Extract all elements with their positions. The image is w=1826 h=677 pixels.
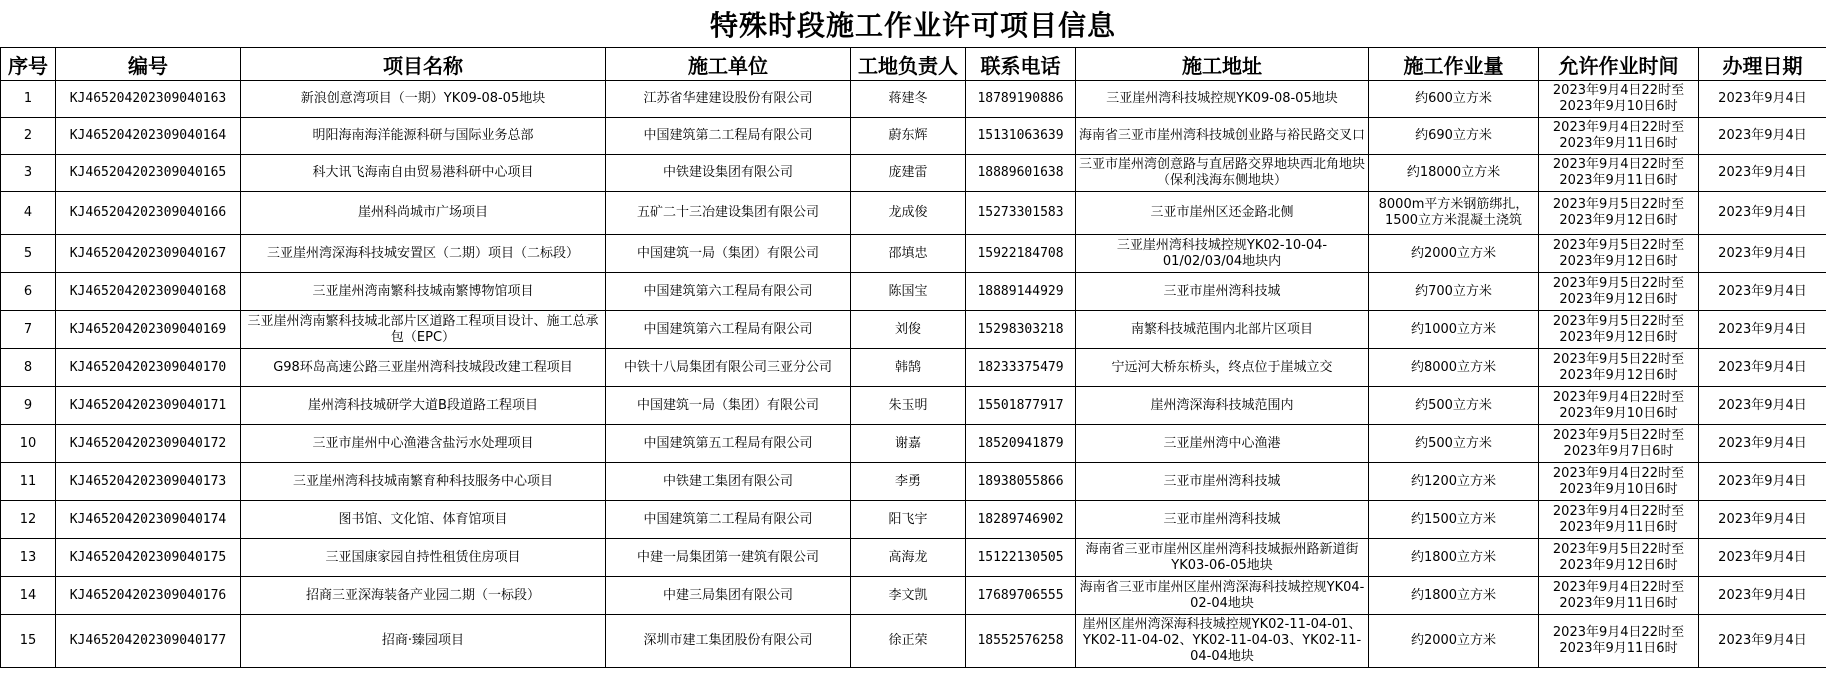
sheet-title: 特殊时段施工作业许可项目信息 — [709, 8, 1116, 42]
cell-time[interactable] — [1539, 192, 1699, 235]
cell-time-start: 2023年9月5日22时至 — [1552, 237, 1685, 253]
cell-addr[interactable]: 三亚市崖州湾科技城 — [1076, 273, 1369, 311]
cell-volume[interactable]: 约2000立方米 — [1369, 615, 1539, 668]
cell-time-end: 2023年9月12日6时 — [1559, 291, 1678, 307]
cell-code[interactable]: KJ465204202309040170 — [56, 349, 241, 387]
cell-time[interactable] — [1539, 387, 1699, 425]
cell-phone[interactable]: 15131063639 — [966, 118, 1076, 155]
header-cell[interactable]: 工地负责人 — [851, 48, 966, 81]
cell-time-end: 2023年9月12日6时 — [1559, 213, 1678, 228]
cell-phone[interactable]: 18889601638 — [966, 155, 1076, 192]
cell-leader[interactable]: 刘俊 — [851, 311, 966, 349]
header-cell[interactable]: 施工地址 — [1076, 48, 1369, 81]
cell-date[interactable]: 2023年9月4日 — [1699, 501, 1826, 539]
cell-time-start: 2023年9月4日22时至 — [1552, 157, 1685, 172]
cell-unit[interactable]: 中铁十八局集团有限公司三亚分公司 — [606, 349, 851, 387]
cell-unit[interactable]: 五矿二十三冶建设集团有限公司 — [606, 192, 851, 235]
cell-date[interactable]: 2023年9月4日 — [1699, 463, 1826, 501]
cell-code[interactable]: KJ465204202309040172 — [56, 425, 241, 463]
cell-date[interactable]: 2023年9月4日 — [1699, 311, 1826, 349]
cell-time-end: 2023年9月10日6时 — [1559, 481, 1678, 497]
header-cell[interactable]: 编号 — [56, 48, 241, 81]
cell-time-start: 2023年9月5日22时至 — [1552, 275, 1685, 291]
table-row — [1, 349, 1826, 387]
cell-name[interactable]: 崖州科尚城市广场项目 — [241, 192, 606, 235]
cell-phone[interactable]: 17689706555 — [966, 577, 1076, 615]
cell-phone[interactable]: 15501877917 — [966, 387, 1076, 425]
cell-addr[interactable]: 三亚市崖州区还金路北侧 — [1076, 192, 1369, 235]
cell-code[interactable]: KJ465204202309040165 — [56, 155, 241, 192]
cell-leader[interactable]: 龙成俊 — [851, 192, 966, 235]
cell-time[interactable] — [1539, 273, 1699, 311]
cell-addr[interactable]: 宁远河大桥东桥头，终点位于崖城立交 — [1076, 349, 1369, 387]
cell-time[interactable] — [1539, 501, 1699, 539]
cell-volume[interactable]: 约690立方米 — [1369, 118, 1539, 155]
cell-phone[interactable]: 18289746902 — [966, 501, 1076, 539]
cell-no[interactable]: 4 — [1, 192, 56, 235]
cell-time-end: 2023年9月11日6时 — [1559, 136, 1678, 151]
cell-name[interactable]: 招商·臻园项目 — [241, 615, 606, 668]
cell-name[interactable]: 新浪创意湾项目（一期）YK09-08-05地块 — [241, 81, 606, 118]
cell-code[interactable]: KJ465204202309040177 — [56, 615, 241, 668]
cell-unit[interactable]: 中建三局集团有限公司 — [606, 577, 851, 615]
cell-time-start: 2023年9月4日22时至 — [1552, 503, 1685, 519]
cell-no[interactable]: 2 — [1, 118, 56, 155]
cell-date[interactable]: 2023年9月4日 — [1699, 539, 1826, 577]
cell-no[interactable]: 9 — [1, 387, 56, 425]
cell-code[interactable]: KJ465204202309040169 — [56, 311, 241, 349]
cell-volume[interactable]: 8000m平方米钢筋绑扎，1500立方米混凝土浇筑 — [1369, 192, 1539, 235]
cell-time-end: 2023年9月11日6时 — [1559, 595, 1678, 611]
cell-phone[interactable]: 18552576258 — [966, 615, 1076, 668]
cell-addr[interactable]: 三亚市崖州湾创意路与直居路交界地块西北角地块（保利浅海东侧地块） — [1076, 155, 1369, 192]
cell-date[interactable]: 2023年9月4日 — [1699, 387, 1826, 425]
cell-volume[interactable]: 约500立方米 — [1369, 425, 1539, 463]
cell-time-start: 2023年9月4日22时至 — [1552, 465, 1685, 481]
cell-name[interactable]: 三亚崖州湾科技城南繁育种科技服务中心项目 — [241, 463, 606, 501]
cell-time-end: 2023年9月12日6时 — [1559, 557, 1678, 573]
cell-phone[interactable]: 15273301583 — [966, 192, 1076, 235]
cell-unit[interactable]: 中建一局集团第一建筑有限公司 — [606, 539, 851, 577]
cell-no[interactable]: 10 — [1, 425, 56, 463]
table-row — [1, 577, 1826, 615]
table-row — [1, 425, 1826, 463]
cell-volume[interactable]: 约2000立方米 — [1369, 235, 1539, 273]
cell-volume[interactable]: 约1800立方米 — [1369, 539, 1539, 577]
cell-unit[interactable]: 中国建筑第二工程局有限公司 — [606, 118, 851, 155]
cell-name[interactable]: 科大讯飞海南自由贸易港科研中心项目 — [241, 155, 606, 192]
cell-time[interactable] — [1539, 155, 1699, 192]
cell-addr[interactable]: 三亚市崖州湾科技城 — [1076, 463, 1369, 501]
cell-unit[interactable]: 中国建筑一局（集团）有限公司 — [606, 235, 851, 273]
cell-date[interactable]: 2023年9月4日 — [1699, 273, 1826, 311]
cell-addr[interactable]: 三亚市崖州湾科技城 — [1076, 501, 1369, 539]
cell-unit[interactable]: 中国建筑第五工程局有限公司 — [606, 425, 851, 463]
cell-addr[interactable]: 海南省三亚市崖州区崖州湾科技城振州路新道街YK03-06-05地块 — [1076, 539, 1369, 577]
cell-leader[interactable]: 邵填忠 — [851, 235, 966, 273]
cell-leader[interactable]: 庞建雷 — [851, 155, 966, 192]
header-row — [1, 48, 1826, 81]
cell-time[interactable] — [1539, 539, 1699, 577]
cell-volume[interactable]: 约8000立方米 — [1369, 349, 1539, 387]
cell-leader[interactable]: 徐正荣 — [851, 615, 966, 668]
cell-code[interactable]: KJ465204202309040175 — [56, 539, 241, 577]
cell-volume[interactable]: 约500立方米 — [1369, 387, 1539, 425]
cell-leader[interactable]: 朱玉明 — [851, 387, 966, 425]
cell-leader[interactable]: 韩鹄 — [851, 349, 966, 387]
cell-time[interactable] — [1539, 311, 1699, 349]
cell-volume[interactable]: 约700立方米 — [1369, 273, 1539, 311]
cell-volume[interactable]: 约600立方米 — [1369, 81, 1539, 118]
cell-no[interactable]: 7 — [1, 311, 56, 349]
header-cell[interactable]: 项目名称 — [241, 48, 606, 81]
cell-name[interactable]: 三亚国康家园自持性租赁住房项目 — [241, 539, 606, 577]
cell-addr[interactable]: 崖州区崖州湾深海科技城控规YK02-11-04-01、YK02-11-04-02、YK02-11-04-03、YK02-11-04-04地块 — [1076, 615, 1369, 668]
cell-code[interactable]: KJ465204202309040163 — [56, 81, 241, 118]
cell-date[interactable]: 2023年9月4日 — [1699, 577, 1826, 615]
table-row — [1, 118, 1826, 155]
cell-code[interactable]: KJ465204202309040168 — [56, 273, 241, 311]
cell-name[interactable]: G98环岛高速公路三亚崖州湾科技城段改建工程项目 — [241, 349, 606, 387]
cell-phone[interactable]: 18889144929 — [966, 273, 1076, 311]
cell-time-start: 2023年9月5日22时至 — [1552, 541, 1685, 557]
cell-time-start: 2023年9月5日22时至 — [1552, 427, 1685, 443]
cell-time-end: 2023年9月10日6时 — [1559, 99, 1678, 114]
cell-phone[interactable]: 18938055866 — [966, 463, 1076, 501]
cell-leader[interactable]: 高海龙 — [851, 539, 966, 577]
cell-volume[interactable]: 约1200立方米 — [1369, 463, 1539, 501]
cell-no[interactable]: 5 — [1, 235, 56, 273]
cell-addr[interactable]: 三亚崖州湾科技城控规YK09-08-05地块 — [1076, 81, 1369, 118]
cell-time-end: 2023年9月12日6时 — [1559, 367, 1678, 383]
header-cell[interactable]: 序号 — [1, 48, 56, 81]
table-row — [1, 539, 1826, 577]
cell-date[interactable]: 2023年9月4日 — [1699, 349, 1826, 387]
table-row — [1, 155, 1826, 192]
cell-time-start: 2023年9月4日22时至 — [1552, 120, 1685, 135]
cell-addr[interactable]: 南繁科技城范围内北部片区项目 — [1076, 311, 1369, 349]
cell-time[interactable] — [1539, 463, 1699, 501]
cell-unit[interactable]: 中铁建工集团有限公司 — [606, 463, 851, 501]
cell-phone[interactable]: 15122130505 — [966, 539, 1076, 577]
cell-time-start: 2023年9月5日22时至 — [1552, 313, 1685, 329]
cell-name[interactable]: 三亚市崖州中心渔港含盐污水处理项目 — [241, 425, 606, 463]
cell-no[interactable]: 8 — [1, 349, 56, 387]
cell-date[interactable]: 2023年9月4日 — [1699, 155, 1826, 192]
cell-code[interactable]: KJ465204202309040167 — [56, 235, 241, 273]
table-row — [1, 387, 1826, 425]
cell-volume[interactable]: 约1000立方米 — [1369, 311, 1539, 349]
cell-unit[interactable]: 江苏省华建建设股份有限公司 — [606, 81, 851, 118]
table-row — [1, 81, 1826, 118]
cell-date[interactable]: 2023年9月4日 — [1699, 235, 1826, 273]
cell-time-start: 2023年9月5日22时至 — [1552, 351, 1685, 367]
cell-addr[interactable]: 三亚崖州湾科技城控规YK02-10-04-01/02/03/04地块内 — [1076, 235, 1369, 273]
cell-unit[interactable]: 中国建筑第二工程局有限公司 — [606, 501, 851, 539]
cell-time-start: 2023年9月4日22时至 — [1552, 579, 1685, 595]
cell-unit[interactable]: 中国建筑一局（集团）有限公司 — [606, 387, 851, 425]
cell-name[interactable]: 招商三亚深海装备产业园二期（一标段） — [241, 577, 606, 615]
cell-time[interactable] — [1539, 235, 1699, 273]
cell-code[interactable]: KJ465204202309040173 — [56, 463, 241, 501]
permit-table — [0, 47, 1826, 668]
table-row — [1, 311, 1826, 349]
cell-time[interactable] — [1539, 118, 1699, 155]
cell-time[interactable] — [1539, 615, 1699, 668]
cell-volume[interactable]: 约1500立方米 — [1369, 501, 1539, 539]
cell-unit[interactable]: 中国建筑第六工程局有限公司 — [606, 311, 851, 349]
table-row — [1, 463, 1826, 501]
header-cell[interactable]: 办理日期 — [1699, 48, 1826, 81]
table-row — [1, 501, 1826, 539]
cell-volume[interactable]: 约1800立方米 — [1369, 577, 1539, 615]
cell-leader[interactable]: 陈国宝 — [851, 273, 966, 311]
cell-time-end: 2023年9月12日6时 — [1559, 253, 1678, 269]
header-cell[interactable]: 施工作业量 — [1369, 48, 1539, 81]
cell-phone[interactable]: 18789190886 — [966, 81, 1076, 118]
cell-phone[interactable]: 15922184708 — [966, 235, 1076, 273]
cell-time[interactable] — [1539, 577, 1699, 615]
cell-addr[interactable]: 海南省三亚市崖州湾科技城创业路与裕民路交叉口 — [1076, 118, 1369, 155]
table-row — [1, 273, 1826, 311]
table-row — [1, 192, 1826, 235]
cell-volume[interactable]: 约18000立方米 — [1369, 155, 1539, 192]
cell-name[interactable]: 明阳海南海洋能源科研与国际业务总部 — [241, 118, 606, 155]
cell-leader[interactable]: 蔚东辉 — [851, 118, 966, 155]
cell-name[interactable]: 三亚崖州湾南繁科技城北部片区道路工程项目设计、施工总承包（EPC） — [241, 311, 606, 349]
cell-name[interactable]: 三亚崖州湾深海科技城安置区（二期）项目（二标段） — [241, 235, 606, 273]
cell-unit[interactable]: 深圳市建工集团股份有限公司 — [606, 615, 851, 668]
cell-time-end: 2023年9月11日6时 — [1559, 641, 1678, 656]
cell-unit[interactable]: 中铁建设集团有限公司 — [606, 155, 851, 192]
table-row — [1, 615, 1826, 668]
cell-leader[interactable]: 蒋建冬 — [851, 81, 966, 118]
cell-date[interactable]: 2023年9月4日 — [1699, 81, 1826, 118]
cell-time-end: 2023年9月11日6时 — [1559, 519, 1678, 535]
cell-leader[interactable]: 李勇 — [851, 463, 966, 501]
cell-time-end: 2023年9月7日6时 — [1563, 443, 1674, 459]
cell-no[interactable]: 14 — [1, 577, 56, 615]
cell-code[interactable]: KJ465204202309040174 — [56, 501, 241, 539]
cell-date[interactable]: 2023年9月4日 — [1699, 425, 1826, 463]
cell-phone[interactable]: 15298303218 — [966, 311, 1076, 349]
cell-addr[interactable]: 三亚崖州湾中心渔港 — [1076, 425, 1369, 463]
cell-code[interactable]: KJ465204202309040166 — [56, 192, 241, 235]
cell-code[interactable]: KJ465204202309040164 — [56, 118, 241, 155]
cell-time[interactable] — [1539, 81, 1699, 118]
cell-time-end: 2023年9月12日6时 — [1559, 329, 1678, 345]
cell-time[interactable] — [1539, 349, 1699, 387]
cell-leader[interactable]: 谢嘉 — [851, 425, 966, 463]
cell-no[interactable]: 3 — [1, 155, 56, 192]
cell-phone[interactable]: 18520941879 — [966, 425, 1076, 463]
cell-date[interactable]: 2023年9月4日 — [1699, 615, 1826, 668]
cell-time[interactable] — [1539, 425, 1699, 463]
cell-name[interactable]: 三亚崖州湾南繁科技城南繁博物馆项目 — [241, 273, 606, 311]
header-cell[interactable]: 施工单位 — [606, 48, 851, 81]
cell-code[interactable]: KJ465204202309040171 — [56, 387, 241, 425]
cell-date[interactable]: 2023年9月4日 — [1699, 192, 1826, 235]
table-row — [1, 235, 1826, 273]
cell-addr[interactable]: 崖州湾深海科技城范围内 — [1076, 387, 1369, 425]
header-cell[interactable]: 允许作业时间 — [1539, 48, 1699, 81]
cell-time-end: 2023年9月11日6时 — [1559, 173, 1678, 188]
cell-no[interactable]: 11 — [1, 463, 56, 501]
cell-time-start: 2023年9月4日22时至 — [1552, 625, 1685, 640]
cell-unit[interactable]: 中国建筑第六工程局有限公司 — [606, 273, 851, 311]
cell-no[interactable]: 15 — [1, 615, 56, 668]
cell-leader[interactable]: 李文凯 — [851, 577, 966, 615]
cell-time-end: 2023年9月10日6时 — [1559, 405, 1678, 421]
cell-name[interactable]: 图书馆、文化馆、体育馆项目 — [241, 501, 606, 539]
cell-date[interactable]: 2023年9月4日 — [1699, 118, 1826, 155]
cell-no[interactable]: 1 — [1, 81, 56, 118]
cell-time-start: 2023年9月5日22时至 — [1552, 197, 1685, 212]
cell-no[interactable]: 13 — [1, 539, 56, 577]
cell-leader[interactable]: 阳飞宇 — [851, 501, 966, 539]
cell-phone[interactable]: 18233375479 — [966, 349, 1076, 387]
cell-code[interactable]: KJ465204202309040176 — [56, 577, 241, 615]
header-cell[interactable]: 联系电话 — [966, 48, 1076, 81]
cell-addr[interactable]: 海南省三亚市崖州区崖州湾深海科技城控规YK04-02-04地块 — [1076, 577, 1369, 615]
cell-time-start: 2023年9月4日22时至 — [1552, 389, 1685, 405]
cell-name[interactable]: 崖州湾科技城研学大道B段道路工程项目 — [241, 387, 606, 425]
cell-no[interactable]: 12 — [1, 501, 56, 539]
cell-no[interactable]: 6 — [1, 273, 56, 311]
cell-time-start: 2023年9月4日22时至 — [1552, 83, 1685, 98]
